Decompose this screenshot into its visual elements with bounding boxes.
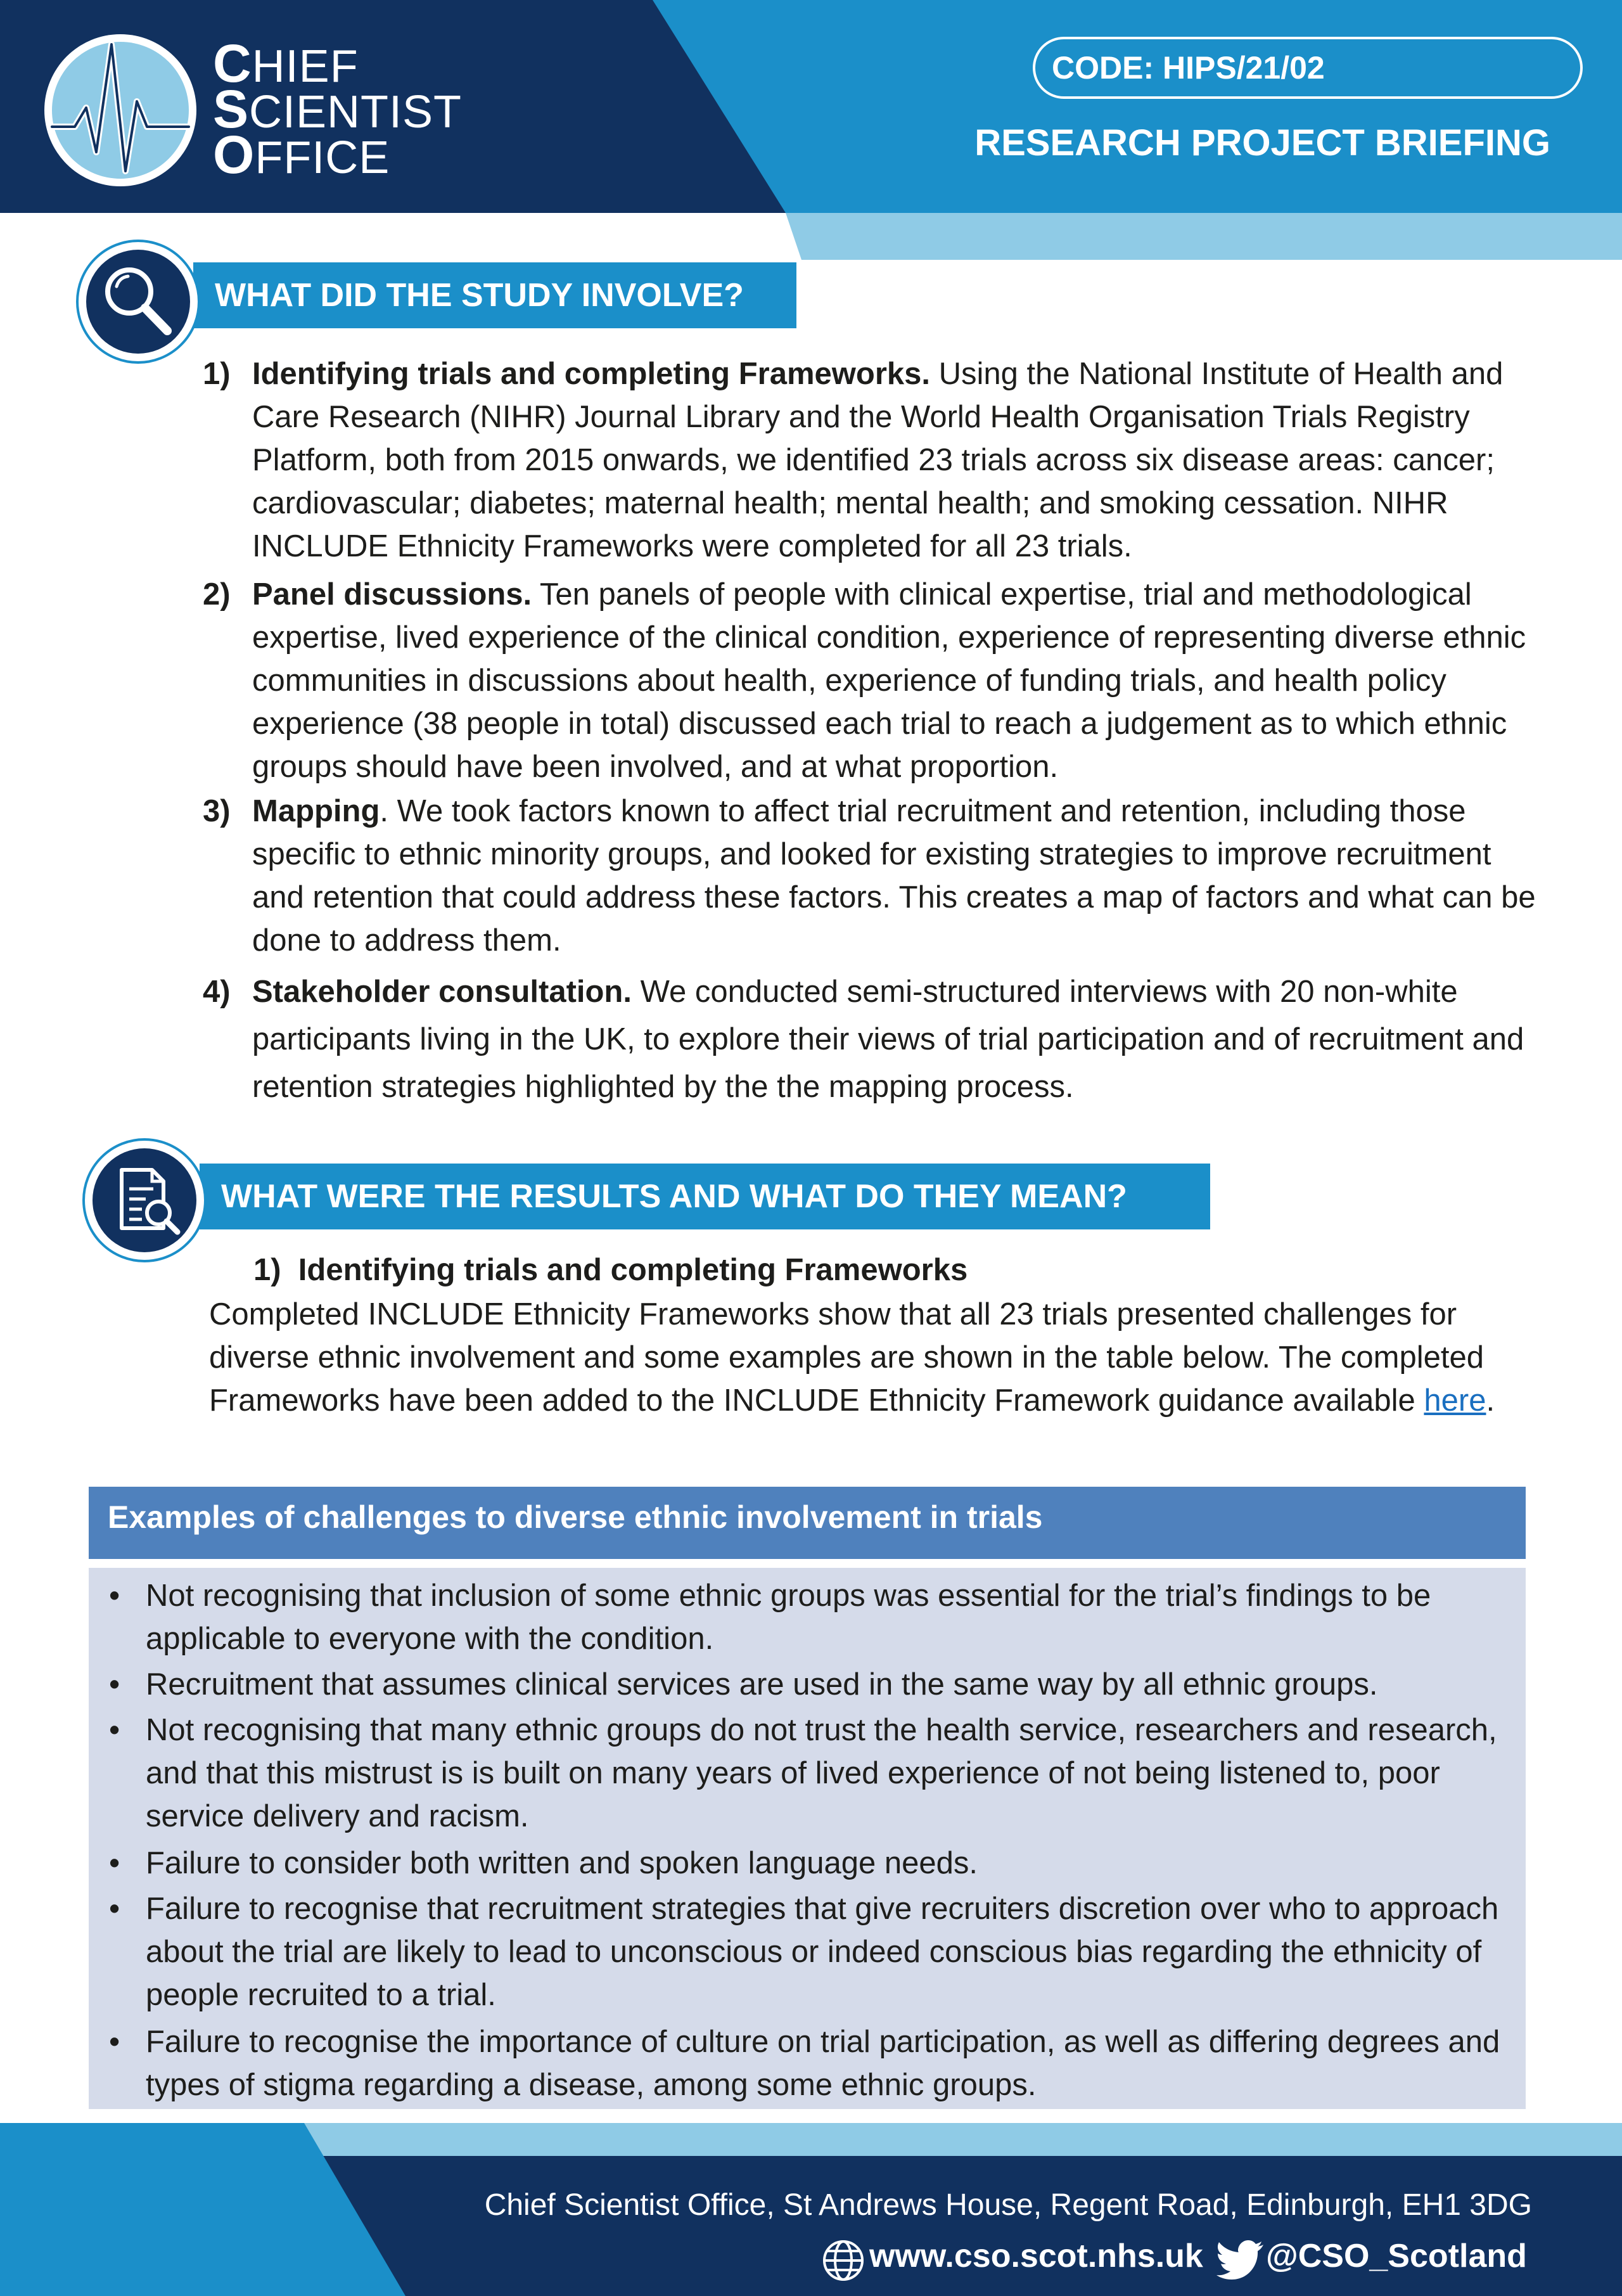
brand-line-1: CHIEF — [213, 34, 359, 93]
bullet-mark: • — [109, 1846, 120, 1880]
twitter-handle[interactable]: @CSO_Scotland — [1266, 2238, 1527, 2274]
section-heading-results: WHAT WERE THE RESULTS AND WHAT DO THEY MEAN? — [200, 1164, 1210, 1229]
challenge-item: • Not recognising that many ethnic groups do not trust the health service, researchers and research, and that this mistrust is is built on many years of lived experience of not being listened to, poor service delivery and racism. — [146, 1709, 1502, 1838]
section-heading-study: WHAT DID THE STUDY INVOLVE? — [193, 262, 796, 328]
study-item-1 — [203, 352, 1540, 568]
challenges-table-title: Examples of challenges to diverse ethnic involvement in trials — [89, 1487, 1526, 1559]
results-subheading: 1) Identifying trials and completing Frameworks — [253, 1253, 968, 1287]
website-link[interactable]: www.cso.scot.nhs.uk — [869, 2238, 1203, 2274]
item-number: 2) — [203, 577, 231, 612]
results-paragraph: Completed INCLUDE Ethnicity Frameworks show that all 23 trials presented challenges for diverse ethnic involvement and some examples are shown in the table below. The completed Frameworks have been added to the INCLUDE Ethnicity Framework guidance available here. — [209, 1297, 1495, 1418]
challenge-item: • Not recognising that inclusion of some ethnic groups was essential for the trial’s findings to be applicable to everyone with the condition. — [146, 1574, 1502, 1660]
cso-logo-icon — [42, 32, 199, 189]
document-type-title: RESEARCH PROJECT BRIEFING — [974, 122, 1550, 164]
guidance-link[interactable]: here — [1424, 1383, 1486, 1418]
bullet-mark: • — [109, 1579, 120, 1613]
bullet-mark: • — [109, 1713, 120, 1747]
item-text: Mapping. We took factors known to affect trial recruitment and retention, including those specific to ethnic minority groups, and looked for existing strategies to improve recruitment and retention that could address these factors. This creates a map of factors and what can be done to address them. — [252, 794, 1536, 958]
twitter-bird-icon — [1216, 2240, 1265, 2280]
bullet-mark: • — [109, 1892, 120, 1926]
item-text: Identifying trials and completing Frameworks. Using the National Institute of Health and Care Research (NIHR) Journal Library and the World Health Organisation Trials Registry Platform, both from 2015 onwards, we identified 23 trials across six disease areas: cancer; cardiovascular; diabetes; maternal health; mental health; and smoking cessation. NIHR INCLUDE Ethnicity Frameworks were completed for all 23 trials. — [252, 357, 1504, 563]
bullet-mark: • — [109, 1667, 120, 1702]
section-icon-results — [82, 1138, 207, 1262]
item-number: 3) — [203, 794, 231, 828]
project-code-badge: CODE: HIPS/21/02 — [1033, 37, 1583, 99]
study-item-2 — [203, 573, 1540, 788]
globe-icon — [821, 2238, 865, 2283]
item-text: Panel discussions. Ten panels of people with clinical expertise, trial and methodological expertise, lived experience of the clinical condition, experience of representing diverse ethnic communities in discussions about health, experience of funding trials, and health policy experience (38 people in total) discussed each trial to reach a judgement as to which ethnic groups should have been involved, and at what proportion. — [252, 577, 1526, 784]
challenge-item: • Failure to recognise the importance of culture on trial participation, as well as differing degrees and types of stigma regarding a disease, among some ethnic groups. — [146, 2020, 1502, 2107]
section-icon-study — [76, 240, 200, 364]
footer-address: Chief Scientist Office, St Andrews House, Regent Road, Edinburgh, EH1 3DG — [484, 2188, 1532, 2222]
magnifier-icon — [86, 250, 190, 354]
challenge-item: • Recruitment that assumes clinical services are used in the same way by all ethnic groups. — [146, 1663, 1502, 1706]
challenge-item: • Failure to recognise that recruitment strategies that give recruiters discretion over who to approach about the trial are likely to lead to unconscious or indeed conscious bias regarding the ethnicity of people recruited to a trial. — [146, 1887, 1502, 2017]
challenge-item: • Failure to consider both written and spoken language needs. — [146, 1842, 1502, 1885]
item-number: 4) — [203, 975, 231, 1009]
bullet-mark: • — [109, 2025, 120, 2059]
brand-line-2: SCIENTIST — [213, 79, 463, 139]
item-number: 1) — [203, 357, 231, 391]
study-item-3 — [203, 790, 1540, 962]
brand-line-3: OFFICE — [213, 125, 390, 184]
item-text: Stakeholder consultation. We conducted semi-structured interviews with 20 non-white participants living in the UK, to explore their views of trial participation and of recruitment and retention strategies highlighted by the the mapping process. — [252, 975, 1524, 1104]
document-search-icon — [93, 1148, 196, 1252]
study-item-4 — [203, 968, 1540, 1114]
